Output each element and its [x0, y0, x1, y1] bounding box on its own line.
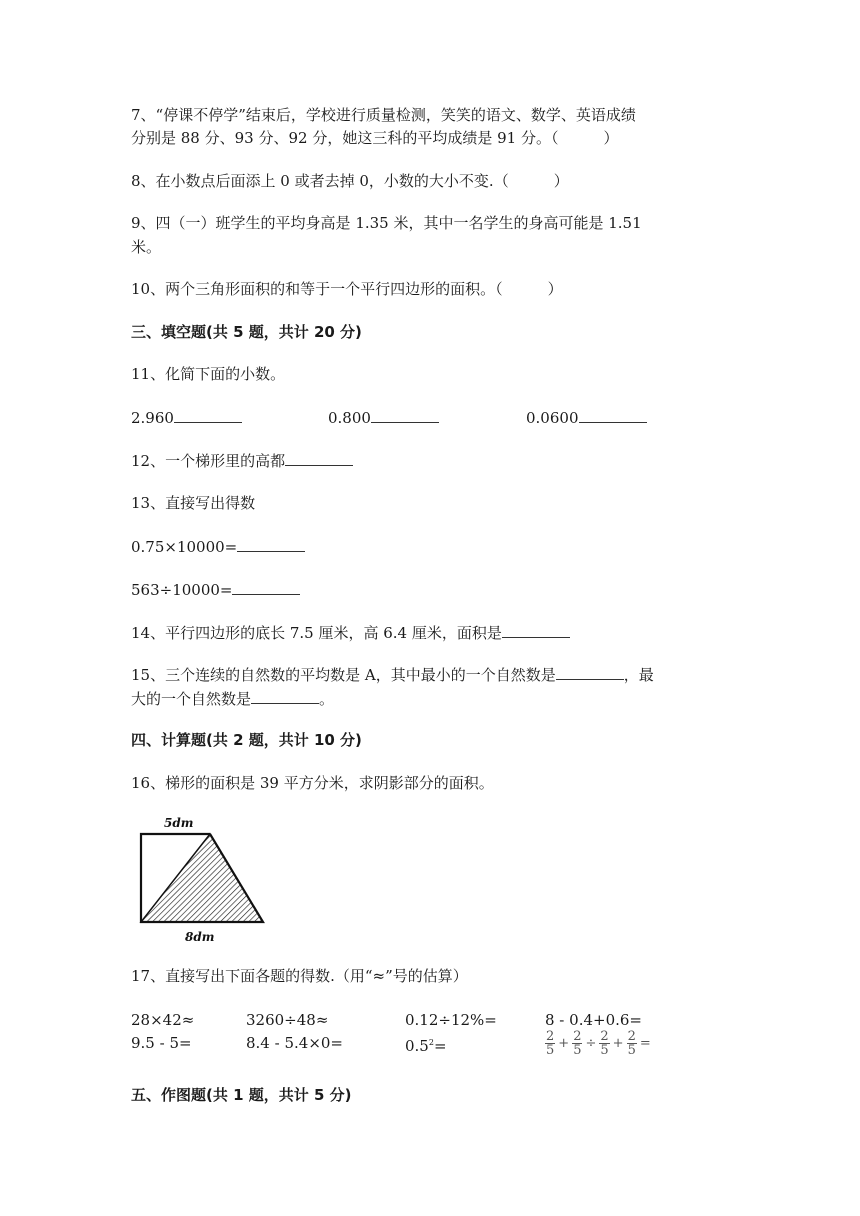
q13-a: 0.75×10000=: [131, 535, 305, 558]
q11: 11、化简下面的小数。: [131, 365, 286, 383]
answer-blank[interactable]: [502, 621, 570, 638]
q7-line2: 分别是 88 分、93 分、92 分，她这三科的平均成绩是 91 分。（ ）: [131, 129, 619, 147]
q17-fraction-expression: $\frac{2}{5}$ + $\frac{2}{5}$ ÷ $\frac{2}{5}$ + $\frac{2}{5}$ =: [546, 1029, 651, 1058]
fraction: $\frac{2}{5}$: [627, 1029, 636, 1058]
section-5-heading: 五、作图题(共 1 题，共计 5 分): [131, 1086, 352, 1104]
q13: 13、直接写出得数: [131, 494, 256, 512]
q11-c: 0.0600: [526, 406, 647, 429]
shaded-triangle: [141, 834, 263, 922]
section-3-heading: 三、填空题(共 5 题，共计 20 分): [131, 323, 362, 341]
q15-line1: 15、三个连续的自然数的平均数是 A，其中最小的一个自然数是 ，最: [131, 663, 654, 686]
fraction: $\frac{2}{5}$: [573, 1029, 582, 1058]
top-length-label: 5dm: [164, 816, 194, 830]
answer-blank[interactable]: [251, 687, 319, 704]
answer-blank[interactable]: [237, 535, 305, 552]
answer-blank[interactable]: [556, 663, 624, 680]
q17-r1c4: 8 - 0.4+0.6=: [545, 1011, 642, 1029]
answer-blank[interactable]: [232, 578, 300, 595]
q7-line1: 7、“停课不停学”结束后，学校进行质量检测，笑笑的语文、数学、英语成绩: [131, 106, 636, 124]
q10: 10、两个三角形面积的和等于一个平行四边形的面积。（ ）: [131, 280, 563, 298]
answer-blank[interactable]: [174, 406, 242, 423]
q14: 14、平行四边形的底长 7.5 厘米，高 6.4 厘米，面积是: [131, 621, 570, 644]
answer-blank[interactable]: [285, 449, 353, 466]
q12: 12、一个梯形里的高都: [131, 449, 353, 472]
q11-a: 2.960: [131, 406, 242, 429]
q17-r1c2: 3260÷48≈: [246, 1011, 329, 1029]
section-4-heading: 四、计算题(共 2 题，共计 10 分): [131, 731, 362, 749]
answer-blank[interactable]: [371, 406, 439, 423]
q17-r1c1: 28×42≈: [131, 1011, 195, 1029]
fraction: $\frac{2}{5}$: [546, 1029, 555, 1058]
answer-blank[interactable]: [579, 406, 647, 423]
q9-line1: 9、四（一）班学生的平均身高是 1.35 米，其中一名学生的身高可能是 1.51: [131, 214, 642, 232]
q17: 17、直接写出下面各题的得数.（用“≈”号的估算）: [131, 967, 468, 985]
q17-r2c1: 9.5 - 5=: [131, 1034, 192, 1052]
q17-r2c2: 8.4 - 5.4×0=: [246, 1034, 343, 1052]
q17-r1c3: 0.12÷12%=: [405, 1011, 497, 1029]
bottom-length-label: 8dm: [185, 930, 215, 944]
trapezoid-figure: [130, 808, 270, 946]
q13-b: 563÷10000=: [131, 578, 300, 601]
q17-r2c3: $0.5^2=$: [405, 1037, 447, 1055]
q11-b: 0.800: [328, 406, 439, 429]
q15-line2: 大的一个自然数是 。: [131, 687, 334, 710]
fraction: $\frac{2}{5}$: [600, 1029, 609, 1058]
q16: 16、梯形的面积是 39 平方分米，求阴影部分的面积。: [131, 774, 494, 792]
q9-line2: 米。: [131, 238, 162, 256]
q8: 8、在小数点后面添上 0 或者去掉 0，小数的大小不变.（ ）: [131, 172, 569, 190]
